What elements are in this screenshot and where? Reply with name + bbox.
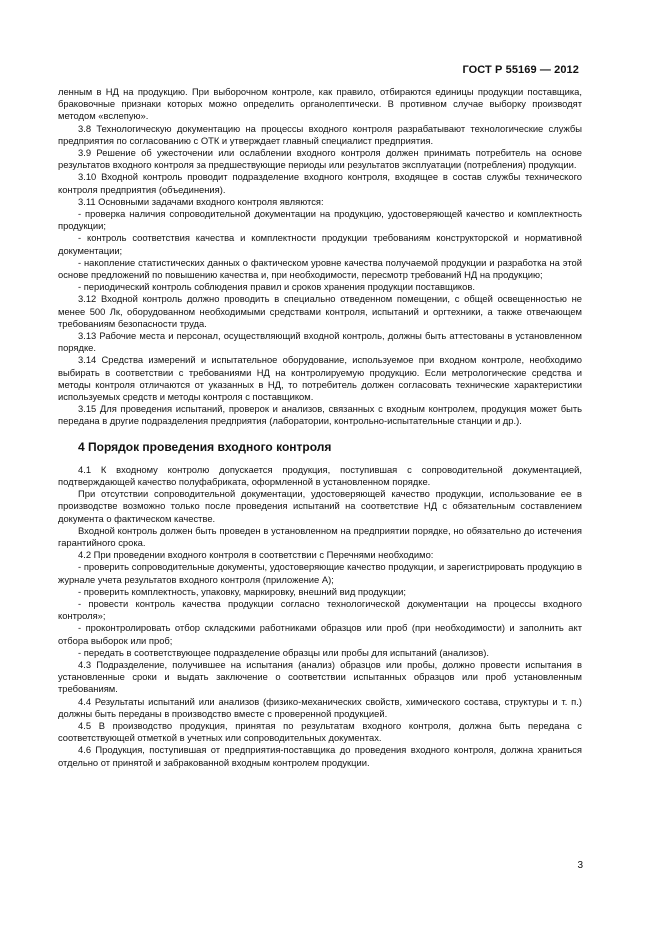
paragraph: ленным в НД на продукцию. При выборочном контроле, как правило, отбираются единицы продукции поставщика, браковочные признаки которых можно определить органолептически. В противном случае выборку производят методом «вслепую». [58,86,582,122]
paragraph: - контроль соответствия качества и комплектности продукции требованиям конструкторской и нормативной документации; [58,232,582,256]
section-heading: 4 Порядок проведения входного контроля [78,439,332,454]
paragraph: 4.4 Результаты испытаний или анализов (физико-механических свойств, химического состава, структуры и т. п.) должны быть переданы в производство вместе с проверенной продукцией. [58,695,582,719]
document-body [58,86,582,769]
paragraph: 4.3 Подразделение, получившее на испытания (анализ) образцов или пробы, должно провести испытания в установленные сроки и выдать заключение о соответствии испытанных образцов или проб установленным требованиям. [58,658,582,695]
paragraph: 3.10 Входной контроль проводит подразделение входного контроля, входящее в состав службы технического контроля предприятия (объединения). [58,171,582,195]
paragraph: - проверить комплектность, упаковку, маркировку, внешний вид продукции; [78,585,406,597]
paragraph: - проверка наличия сопроводительной документации на продукцию, удостоверяющей качество и комплектность продукции; [58,208,582,232]
paragraph: При отсутствии сопроводительной документации, удостоверяющей качество продукции, использование ее в производстве возможно только после проведения испытаний на соответствие НД с обязательным составлением документа о фактическом качестве. [58,488,582,524]
paragraph: 4.2 При проведении входного контроля в соответствии с Перечнями необходимо: [78,549,434,561]
paragraph: - накопление статистических данных о фактическом уровне качества получаемой продукции и разработка на этой основе предложений по повышению качества и, при необходимости, пересмотр требований НД на продукцию; [58,256,582,281]
paragraph: 4.1 К входному контролю допускается продукция, поступившая с сопроводительной документацией, подтверждающей качество полуфабриката, оформленной в установленном порядке. [58,463,582,487]
paragraph: 4.6 Продукция, поступившая от предприятия-поставщика до проведения входного контроля, должна храниться отдельно от принятой и забракованной входным контролем продукции. [58,744,582,768]
paragraph: - периодический контроль соблюдения правил и сроков хранения продукции поставщиков. [78,281,475,293]
paragraph: 4.5 В производство продукция, принятая по результатам входного контроля, должна быть передана с соответствующей отметкой в учетных или сопроводительных документах. [58,719,582,744]
paragraph: - проконтролировать отбор складскими работниками образцов или проб (при необходимости) и заполнить акт отбора выборок или проб; [58,622,582,646]
paragraph: 3.9 Решение об ужесточении или ослаблении входного контроля должен принимать потребитель на основе результатов входного контроля за предшествующие периоды или результатов эксплуатации (потребления) продукции. [58,147,582,171]
document-code: ГОСТ Р 55169 — 2012 [462,64,579,76]
paragraph: 3.13 Рабочие места и персонал, осуществляющий входной контроль, должны быть аттестованы в установленном порядке. [58,330,582,354]
paragraph: 3.11 Основными задачами входного контроля являются: [78,195,324,207]
paragraph: 3.15 Для проведения испытаний, проверок и анализов, связанных с входным контролем, продукция может быть передана в другие подразделения предприятия (лаборатории, контрольно-испытательные станции и др.). [58,403,582,427]
paragraph: 3.14 Средства измерений и испытательное оборудование, используемое при входном контроле, необходимо выбирать в соответствии с требованиями НД на контролируемую продукцию. Если метрологические средства и методы контроля отличаются от указанных в НД, то потребитель должен согласовать технические характеристики используемых средств и методы контроля с поставщиком. [58,354,582,403]
paragraph: Входной контроль должен быть проведен в установленном на предприятии порядке, но обязательно до истечения гарантийного срока. [58,524,582,548]
paragraph: 3.12 Входной контроль должно проводить в специально отведенном помещении, с общей освещенностью не менее 500 Лк, оборудованном необходимыми средствами контроля, испытаний и оргтехники, а также отвечающем требованиям безопасности труда. [58,293,582,329]
paragraph: - передать в соответствующее подразделение образцы или пробы для испытаний (анализов). [78,646,489,658]
page-number: 3 [577,860,583,871]
paragraph: 3.8 Технологическую документацию на процессы входного контроля разрабатывают технологические службы предприятия по согласованию с ОТК и утверждает главный специалист предприятия. [58,122,582,146]
paragraph: - провести контроль качества продукции согласно технологической документации на процессы входного контроля»; [58,597,582,622]
paragraph: - проверить сопроводительные документы, удостоверяющие качество продукции, и зарегистрировать продукцию в журнале учета результатов входного контроля (приложение А); [58,561,582,585]
